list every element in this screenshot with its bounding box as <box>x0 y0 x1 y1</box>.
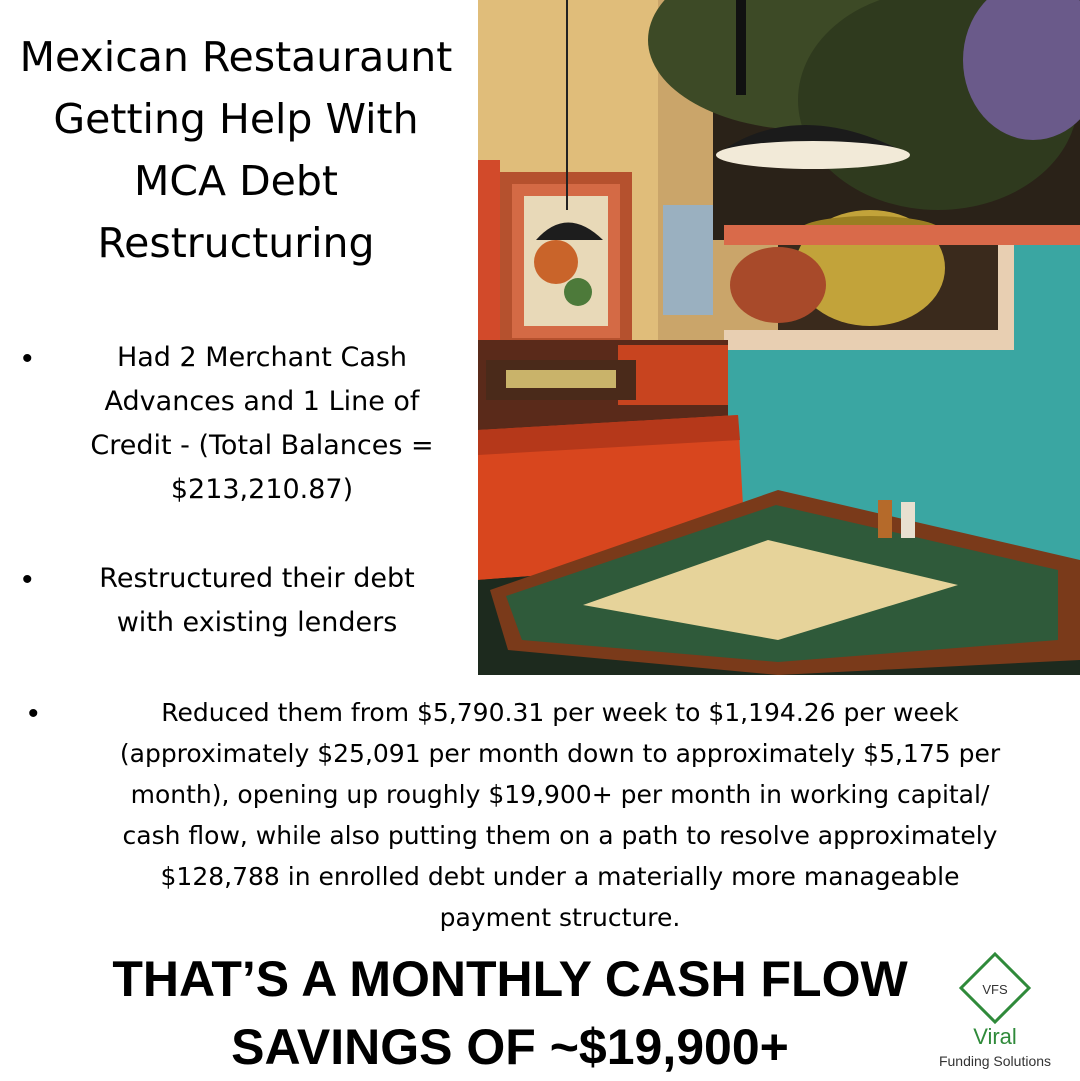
savings-headline <box>60 945 960 1081</box>
headline-line: THAT’S A MONTHLY CASH FLOW <box>112 951 908 1007</box>
bullet-line: cash flow, while also putting them on a path to resolve approximately <box>122 821 998 850</box>
bullet-dot: • <box>28 697 39 730</box>
restaurant-booth-photo <box>478 0 1080 675</box>
bullet-line: month), opening up roughly $19,900+ per month in working capital/ <box>130 780 990 809</box>
bullet-line: Advances and 1 Line of <box>104 386 420 417</box>
title-line: MCA Debt <box>134 157 338 205</box>
bullet-text <box>62 336 462 512</box>
bullet-line: with existing lenders <box>116 607 398 638</box>
bullet-dot: • <box>22 342 33 375</box>
title-line: Mexican Restauraunt <box>19 33 453 81</box>
logo-subtitle: Funding Solutions <box>938 1053 1052 1069</box>
bullet-line: Credit - (Total Balances = <box>90 430 434 461</box>
bullet-line: payment structure. <box>439 903 681 932</box>
bullet-line: (approximately $25,091 per month down to approximately $5,175 per <box>119 739 1001 768</box>
bullet-line: $128,788 in enrolled debt under a materially more manageable <box>160 862 960 891</box>
logo-mark: VFS <box>982 982 1008 997</box>
bullet-text <box>62 557 452 645</box>
bullet-dot: • <box>22 563 33 596</box>
title-line: Restructuring <box>97 219 375 267</box>
bullet-line: $213,210.87) <box>170 474 354 505</box>
logo-name: Viral <box>973 1024 1017 1049</box>
bullet-line: Restructured their debt <box>99 563 415 594</box>
bullet-text <box>55 692 1065 938</box>
bullet-line: Had 2 Merchant Cash <box>116 342 408 373</box>
post-title <box>0 26 472 274</box>
headline-line: SAVINGS OF ~$19,900+ <box>231 1019 789 1075</box>
bullet-line: Reduced them from $5,790.31 per week to $1,194.26 per week <box>161 698 959 727</box>
title-line: Getting Help With <box>53 95 419 143</box>
